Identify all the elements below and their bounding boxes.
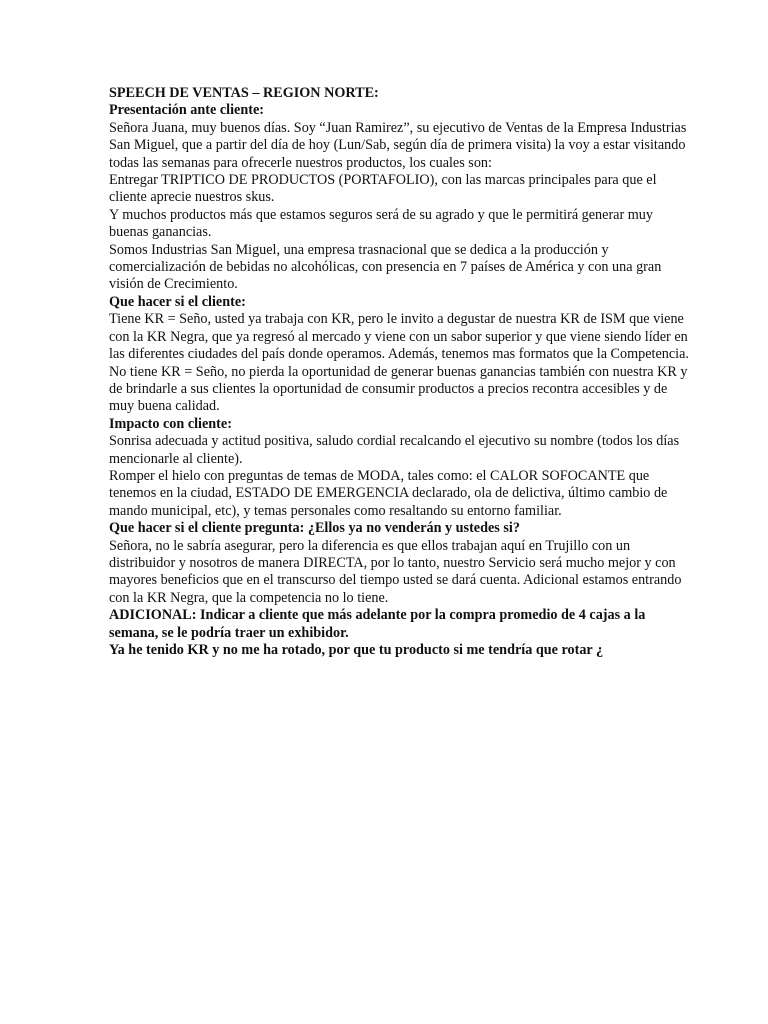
paragraph-empresa: Somos Industrias San Miguel, una empresa trasnacional que se dedica a la producción y comercialización de bebidas no alcohólicas, con presencia en 7 países de América y con una gran visión de Crecimiento. [109,241,662,293]
heading-pregunta: Que hacer si el cliente pregunta: ¿Ellos ya no venderán y ustedes si? [109,520,520,537]
heading-impacto: Impacto con cliente: [109,415,232,432]
paragraph-sonrisa: Sonrisa adecuada y actitud positiva, saludo cordial recalcando el ejecutivo su nombre (todos los días mencionarle al cliente). [109,433,680,467]
paragraph-tiene-kr: Tiene KR = Seño, usted ya trabaja con KR, pero le invito a degustar de nuestra KR de ISM que viene con la KR Negra, que ya regresó al mercado y viene con un sabor superior y que viene siendo líder en las diferentes ciudades del país donde operamos. Además, tenemos mas formatos que la Competencia. [109,311,689,363]
paragraph-productos: Y muchos productos más que estamos seguros será de su agrado y que le permitirá generar muy buenas ganancias. [109,206,653,241]
paragraph-adicional: ADICIONAL: Indicar a cliente que más adelante por la compra promedio de 4 cajas a la semana, se le podría traer un exhibidor. [109,607,646,641]
paragraph-romper-hielo: Romper el hielo con preguntas de temas de MODA, tales como: el CALOR SOFOCANTE que tenemos en la ciudad, ESTADO DE EMERGENCIA declarado, ola de delictiva, último cambio de mando municipal, etc), y temas personales como resaltando su entorno familiar. [109,467,668,519]
paragraph-no-tiene-kr: No tiene KR = Seño, no pierda la oportunidad de generar buenas ganancias también con nuestra KR y de brindarle a sus clientes la oportunidad de consumir productos a precios recontra accesibles y de muy buena calidad. [109,363,688,415]
heading-que-hacer: Que hacer si el cliente: [109,293,246,310]
final-question: Ya he tenido KR y no me ha rotado, por que tu producto si me tendría que rotar ¿ [109,642,604,658]
document-title: SPEECH DE VENTAS – REGION NORTE: [109,85,379,101]
paragraph-respuesta: Señora, no le sabría asegurar, pero la diferencia es que ellos trabajan aquí en Trujillo con un distribuidor y nosotros de manera DIRECTA, por lo tanto, nuestro Servicio será mucho mejor y con mayores beneficios que en el transcurso del tiempo usted se dará cuenta. Adicional estamos entrando con la KR Negra, que la competencia no lo tiene. [109,537,682,606]
paragraph-saludo: Señora Juana, muy buenos días. Soy “Juan Ramirez”, su ejecutivo de Ventas de la Empresa Industrias San Miguel, que a partir del día de hoy (Lun/Sab, según día de primera visita) la voy a estar visitando todas las semanas para ofrecerle nuestros productos, los cuales son: [109,119,687,171]
document-body [109,85,689,659]
heading-presentacion: Presentación ante cliente: [109,102,264,119]
paragraph-triptico: Entregar TRIPTICO DE PRODUCTOS (PORTAFOLIO), con las marcas principales para que el cliente aprecie nuestros skus. [109,172,657,206]
